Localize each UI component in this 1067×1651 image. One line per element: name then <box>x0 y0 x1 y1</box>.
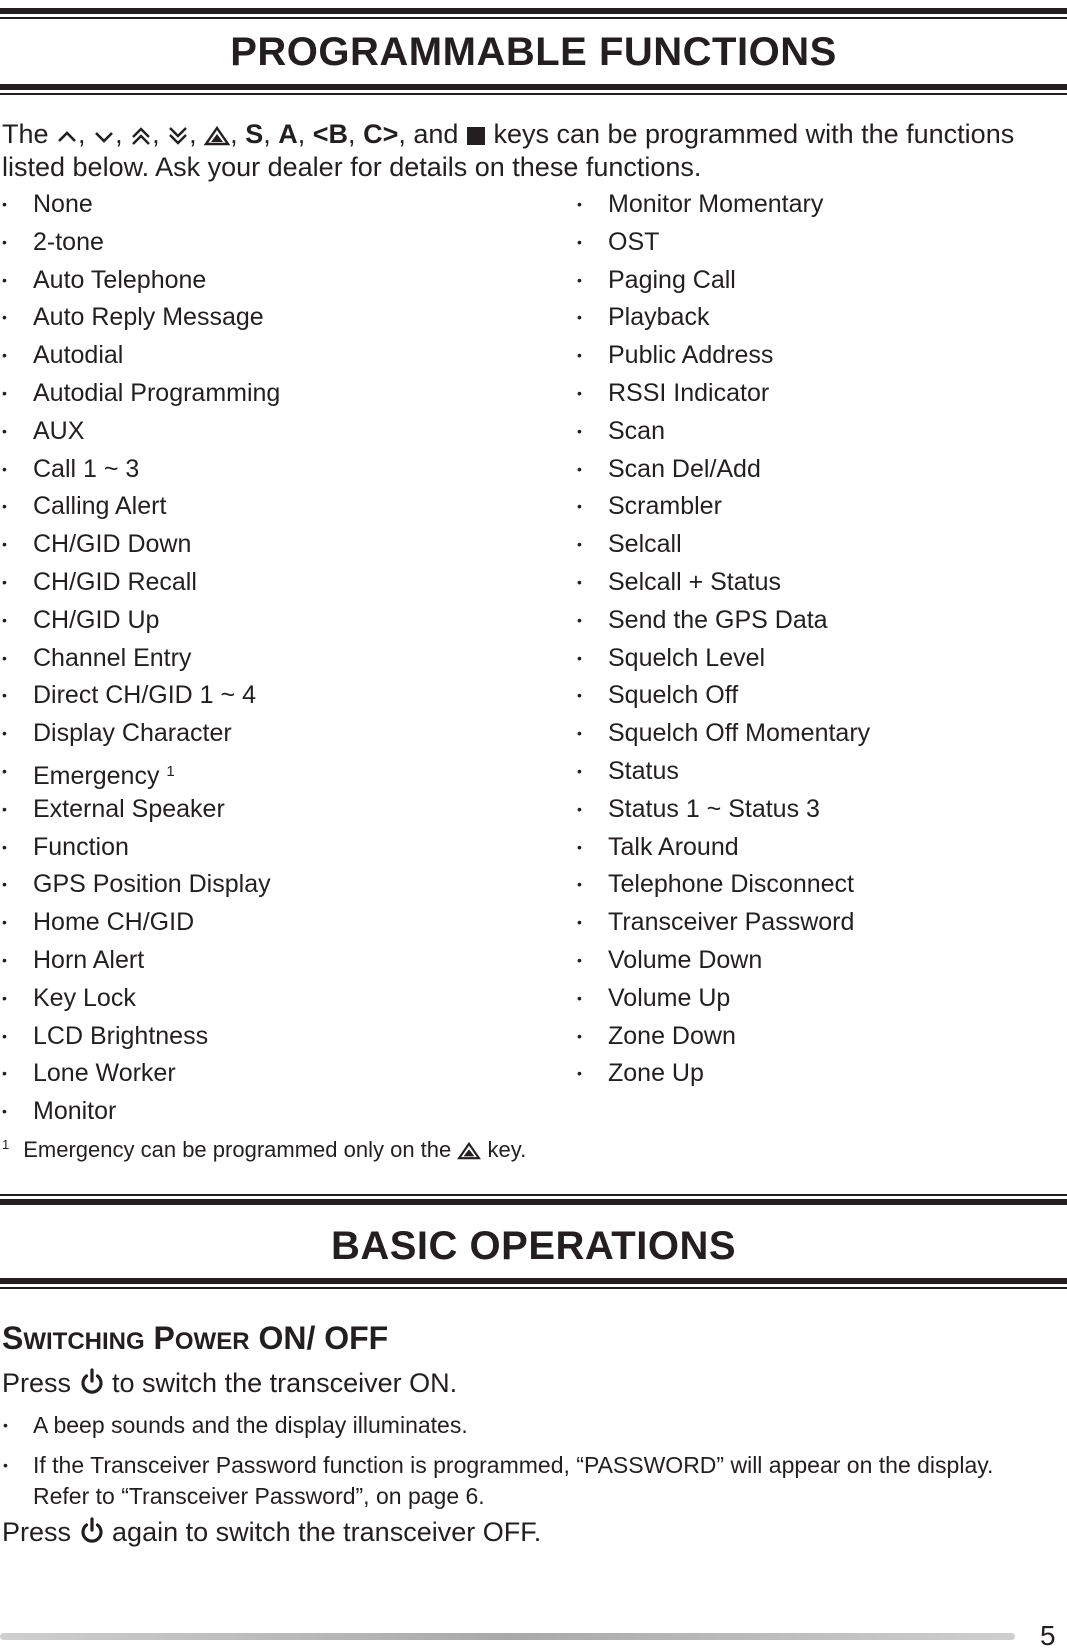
list-item-label: Autodial <box>33 341 124 370</box>
list-item <box>1 904 280 942</box>
triangle-icon <box>457 1142 481 1160</box>
title-letter: S <box>2 1320 24 1356</box>
list-item-label: Talk Around <box>608 832 739 861</box>
list-item <box>1 677 280 715</box>
list-item-label: None <box>33 190 93 218</box>
list-item-label: Monitor Momentary <box>608 190 824 218</box>
chevron-up-icon <box>56 128 78 146</box>
list-item-label: Status <box>608 756 679 785</box>
list-item <box>1 866 280 904</box>
list-item <box>2 1410 1047 1441</box>
list-item-label: Horn Alert <box>33 945 145 974</box>
function-list-right <box>576 186 870 1093</box>
list-item <box>576 451 870 489</box>
list-item-label: Lone Worker <box>33 1059 176 1088</box>
square-icon <box>466 126 486 146</box>
section2-rule-top-thick <box>0 1199 1067 1205</box>
list-item-label: Paging Call <box>608 265 736 294</box>
intro-and: , and <box>398 119 459 149</box>
list-item-label: Scrambler <box>608 492 722 521</box>
footnote <box>2 1131 526 1164</box>
list-item <box>576 640 870 678</box>
list-item-label: Squelch Off Momentary <box>608 719 871 748</box>
function-list-left <box>1 186 280 1131</box>
list-item-label: Scan <box>608 416 665 445</box>
intro-rest: keys can be programmed with the functions listed below. Ask your dealer for details on these functions. <box>2 119 1015 182</box>
page-number: 5 <box>1040 1620 1056 1651</box>
comma: , <box>152 119 160 149</box>
list-item <box>1 224 280 262</box>
list-item <box>576 753 870 791</box>
list-item-label: Telephone Disconnect <box>608 870 854 899</box>
list-item-label: Emergency <box>33 761 160 790</box>
list-item-label: If the Transceiver Password function is programmed, “PASSWORD” will appear on the display. Refer to “Transceiver Password”, on page 6. <box>33 1452 994 1509</box>
list-item <box>1 1055 280 1093</box>
list-item-label: External Speaker <box>33 794 225 823</box>
list-item <box>1 715 280 753</box>
double-chevron-down-icon <box>167 126 189 146</box>
list-item <box>1 753 280 791</box>
list-item <box>576 262 870 300</box>
list-item-label: Volume Up <box>608 983 731 1012</box>
list-item-label: LCD Brightness <box>33 1021 209 1050</box>
list-item-label: Volume Down <box>608 945 763 974</box>
list-item-label: Auto Telephone <box>33 265 207 294</box>
list-item <box>1 262 280 300</box>
press-text: Press <box>2 1368 79 1398</box>
power-off-instruction <box>2 1515 541 1549</box>
list-item <box>576 1018 870 1056</box>
key-s: S <box>245 119 264 149</box>
list-item <box>576 1055 870 1093</box>
list-item-label: Scan Del/Add <box>608 454 761 483</box>
list-item-label: Direct CH/GID 1 ~ 4 <box>33 681 256 710</box>
list-item-label: GPS Position Display <box>33 870 271 899</box>
comma: , <box>189 119 197 149</box>
list-item-label: CH/GID Down <box>33 530 192 559</box>
list-item <box>576 980 870 1018</box>
intro-paragraph <box>2 118 1057 184</box>
list-item <box>576 299 870 337</box>
list-item <box>576 904 870 942</box>
key-c: C> <box>363 119 399 149</box>
list-item-label: Squelch Off <box>608 681 739 710</box>
comma: , <box>297 119 306 149</box>
list-item <box>1 791 280 829</box>
list-item <box>576 829 870 867</box>
comma: , <box>115 119 123 149</box>
list-item <box>1 299 280 337</box>
list-item-label: Calling Alert <box>33 492 167 521</box>
power-off-text: again to switch the transceiver OFF. <box>104 1517 542 1547</box>
list-item <box>576 224 870 262</box>
list-item-label: Zone Up <box>608 1059 704 1088</box>
section2-rule-top-thin <box>0 1194 1067 1196</box>
section2-rule-bottom-thick <box>0 1278 1067 1284</box>
list-item-label: Selcall + Status <box>608 567 782 596</box>
list-item-label: Autodial Programming <box>33 378 281 407</box>
list-item-label: Monitor <box>33 1097 117 1126</box>
subsection-title <box>2 1319 388 1361</box>
section-title-basic-operations: BASIC OPERATIONS <box>330 1224 737 1268</box>
list-item <box>1 564 280 602</box>
list-item <box>576 791 870 829</box>
title-letter: P <box>153 1320 175 1356</box>
list-item-label: 2-tone <box>33 227 104 256</box>
list-item-label: A beep sounds and the display illuminates. <box>33 1412 468 1438</box>
list-item-label: RSSI Indicator <box>608 378 770 407</box>
list-item-label: CH/GID Recall <box>33 567 197 596</box>
comma: , <box>78 119 86 149</box>
intro-the: The <box>2 119 57 149</box>
section2-rule-bottom-thin <box>0 1287 1067 1289</box>
footnote-reference: 1 <box>166 762 175 780</box>
list-item <box>1 980 280 1018</box>
list-item-label: Key Lock <box>33 983 136 1012</box>
comma: , <box>230 119 238 149</box>
key-a: A <box>278 119 298 149</box>
list-item-label: Zone Down <box>608 1021 736 1050</box>
list-item-label: Selcall <box>608 530 682 559</box>
list-item-label: Call 1 ~ 3 <box>33 454 140 483</box>
list-item <box>576 942 870 980</box>
list-item-label: Status 1 ~ Status 3 <box>608 794 820 823</box>
list-item <box>1 829 280 867</box>
title-smallcaps: WITCHING <box>23 1328 145 1355</box>
power-on-text: to switch the transceiver ON. <box>104 1368 458 1398</box>
footnote-text: Emergency can be programmed only on the <box>23 1137 452 1162</box>
section-title-rule-thick <box>0 84 1067 90</box>
double-chevron-up-icon <box>130 126 152 146</box>
list-item <box>576 186 870 224</box>
list-item-label: OST <box>608 227 660 256</box>
title-smallcaps: OWER <box>174 1328 250 1355</box>
list-item-label: Auto Reply Message <box>33 303 264 332</box>
list-item <box>576 488 870 526</box>
press-text: Press <box>2 1517 79 1547</box>
list-item <box>1 640 280 678</box>
comma: , <box>263 119 271 149</box>
power-on-instruction <box>2 1366 457 1400</box>
list-item <box>1 942 280 980</box>
section-title-rule-thin <box>0 93 1067 95</box>
list-item <box>2 1450 1047 1512</box>
list-item <box>1 451 280 489</box>
list-item <box>1 186 280 224</box>
triangle-icon <box>204 126 230 146</box>
list-item-label: CH/GID Up <box>33 605 160 634</box>
list-item <box>576 413 870 451</box>
list-item <box>576 866 870 904</box>
list-item-label: Channel Entry <box>33 643 192 672</box>
footer-bar <box>0 1633 1015 1640</box>
list-item-label: Home CH/GID <box>33 908 195 937</box>
list-item <box>576 715 870 753</box>
list-item-label: Public Address <box>608 341 774 370</box>
title-rest: ON/ OFF <box>249 1320 389 1356</box>
list-item <box>576 375 870 413</box>
list-item <box>576 337 870 375</box>
list-item <box>576 677 870 715</box>
list-item <box>1 1093 280 1131</box>
footnote-mark: 1 <box>2 1137 10 1152</box>
list-item <box>1 413 280 451</box>
top-rule-thin <box>0 17 1067 19</box>
power-icon <box>79 1517 105 1545</box>
list-item-label: AUX <box>33 416 85 445</box>
top-rule-thick <box>0 8 1067 14</box>
key-b: <B <box>312 119 349 149</box>
list-item-label: Function <box>33 832 129 861</box>
list-item-label: Playback <box>608 303 710 332</box>
list-item-label: Display Character <box>33 719 232 748</box>
list-item <box>1 375 280 413</box>
list-item <box>1 526 280 564</box>
list-item <box>576 602 870 640</box>
list-item <box>576 564 870 602</box>
footnote-text-end: key. <box>481 1137 527 1162</box>
list-item <box>1 1018 280 1056</box>
comma: , <box>348 119 356 149</box>
list-item <box>1 488 280 526</box>
list-item <box>1 602 280 640</box>
list-item <box>1 337 280 375</box>
list-item-label: Send the GPS Data <box>608 605 828 634</box>
list-item-label: Squelch Level <box>608 643 766 672</box>
section-title-programmable-functions: PROGRAMMABLE FUNCTIONS <box>230 30 837 74</box>
list-item <box>576 526 870 564</box>
list-item-label: Transceiver Password <box>608 908 855 937</box>
chevron-down-icon <box>93 128 115 146</box>
power-icon <box>79 1368 105 1396</box>
